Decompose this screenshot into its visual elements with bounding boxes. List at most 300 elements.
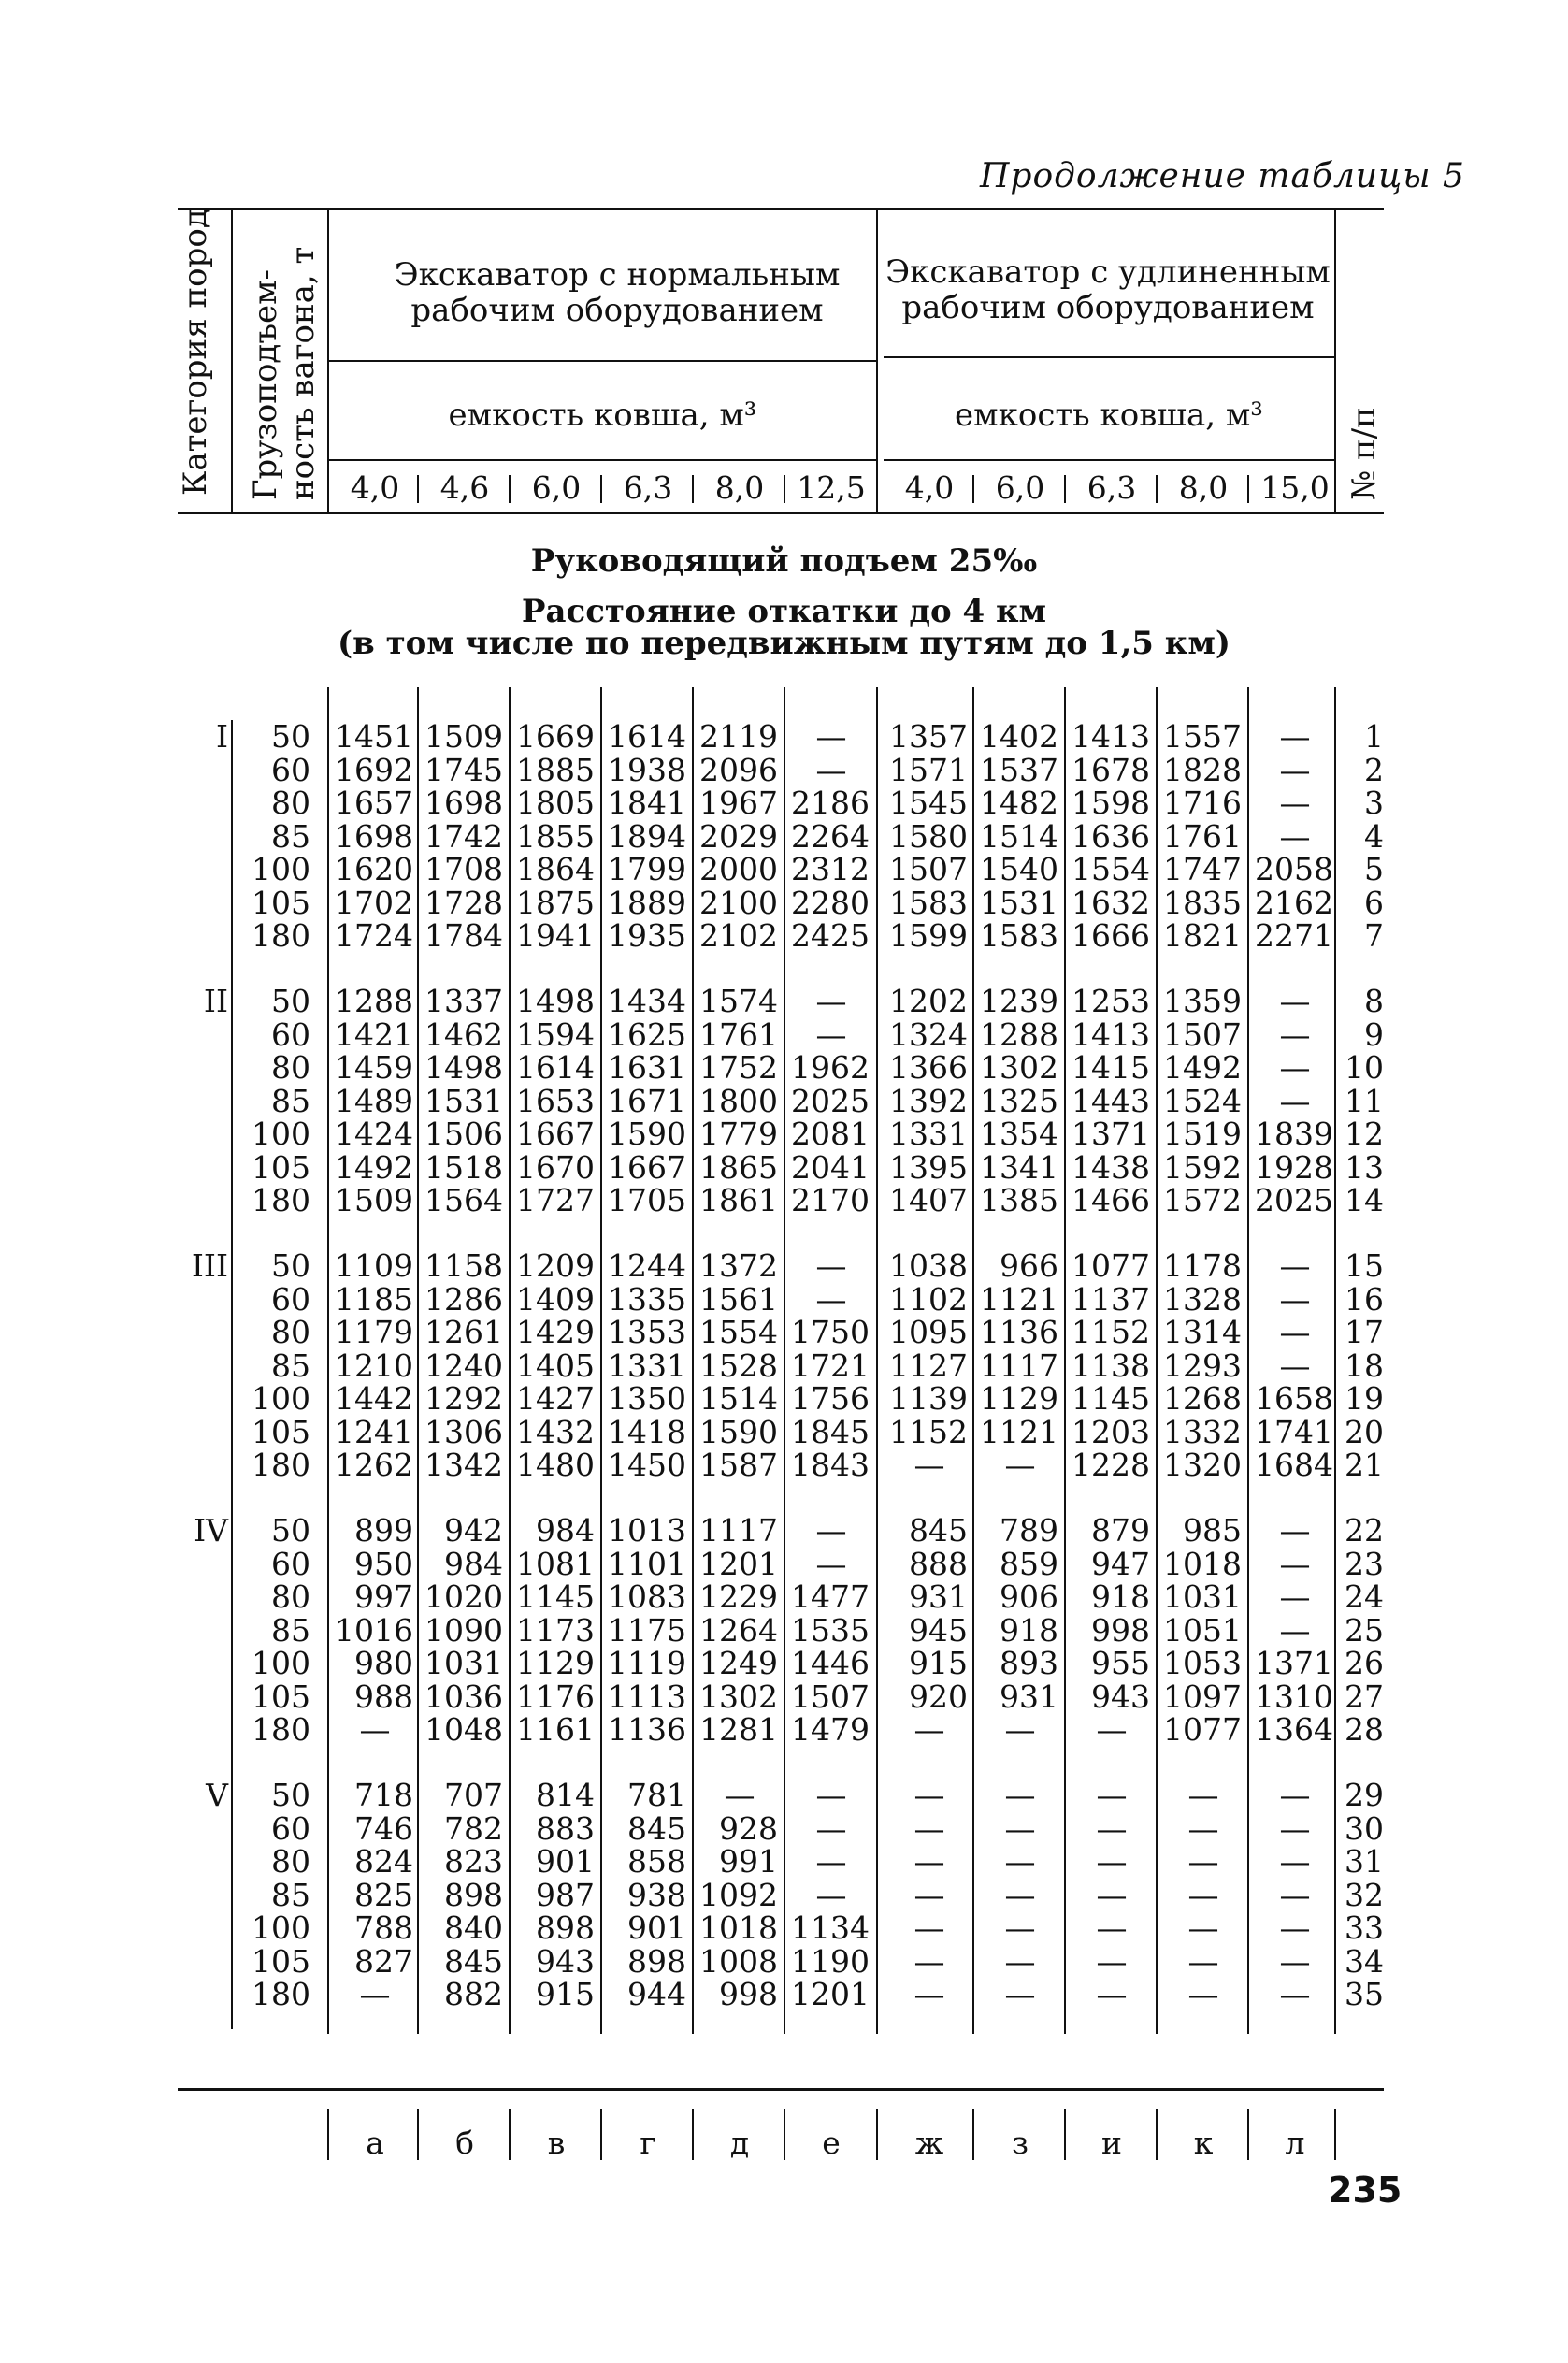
table-cell: 1492 (1163, 1049, 1242, 1086)
table-cell: — (1096, 1876, 1128, 1913)
table-cell: — (815, 1876, 847, 1913)
table-cell: 1102 (889, 1280, 968, 1318)
table-cell: 1292 (424, 1380, 503, 1417)
table-cell: 1136 (608, 1711, 686, 1748)
table-cell: 1203 (1072, 1413, 1150, 1450)
table-cell: 1742 (424, 817, 503, 855)
table-row (0, 1448, 1568, 1482)
table-cell: — (1004, 1843, 1036, 1880)
table-cell: 1799 (608, 851, 686, 887)
table-row (0, 1779, 1568, 1812)
column-letter: е (822, 2125, 841, 2161)
row-number: 9 (1364, 1016, 1384, 1053)
table-row (0, 1713, 1568, 1747)
table-cell: 1176 (516, 1678, 595, 1715)
wagon-capacity: 85 (271, 1347, 310, 1384)
table-cell: 1209 (516, 1247, 595, 1284)
table-cell: 1354 (980, 1116, 1058, 1152)
table-row (0, 1148, 1568, 1186)
table-cell: — (1279, 983, 1311, 1019)
row-number: 19 (1345, 1380, 1384, 1417)
wagon-capacity: 100 (252, 1645, 310, 1681)
letter-separator (600, 2109, 602, 2160)
table-row (0, 1051, 1568, 1085)
table-cell: 1540 (980, 851, 1058, 887)
table-row (0, 1082, 1568, 1119)
hdr-hsep (329, 459, 876, 461)
header-bottom-rule (178, 512, 1384, 514)
table-cell: — (1279, 1512, 1311, 1549)
table-cell: 1018 (1163, 1545, 1242, 1582)
wagon-capacity: 50 (271, 983, 310, 1019)
bucket-volume-extended: 8,0 (1178, 469, 1229, 506)
table-cell: 1244 (608, 1247, 686, 1284)
table-cell: 1097 (1163, 1678, 1242, 1715)
table-row (0, 1978, 1568, 2011)
table-cell: 1434 (608, 983, 686, 1019)
table-cell: 1571 (889, 751, 968, 788)
wagon-capacity: 80 (271, 1049, 310, 1086)
table-cell: 1152 (889, 1413, 968, 1450)
table-cell: 1590 (608, 1116, 686, 1152)
bucket-volume-normal: 4,6 (439, 469, 490, 506)
rock-category: IV (194, 1512, 228, 1549)
table-cell: 1839 (1255, 1116, 1333, 1152)
table-cell: 1357 (889, 718, 968, 755)
table-cell: 1507 (791, 1678, 870, 1715)
continuation-caption: Продолжение таблицы 5 (980, 157, 1465, 195)
bucket-volume-extended: 6,0 (995, 469, 1045, 506)
table-cell: 1310 (1255, 1678, 1333, 1715)
letter-separator (417, 2109, 419, 2160)
row-number: 31 (1345, 1843, 1384, 1880)
table-cell: 1492 (335, 1148, 413, 1186)
table-cell: 840 (444, 1909, 503, 1946)
wagon-capacity: 50 (271, 1777, 310, 1813)
table-cell: 1708 (424, 851, 503, 887)
column-letter: ж (914, 2125, 944, 2161)
table-cell: 1745 (424, 751, 503, 788)
table-cell: 1728 (424, 884, 503, 921)
table-cell: 1083 (608, 1578, 686, 1615)
volume-separator (972, 475, 974, 503)
table-cell: — (1279, 1247, 1311, 1284)
row-number: 35 (1345, 1976, 1384, 2012)
row-number: 17 (1345, 1314, 1384, 1350)
table-cell: 1583 (980, 917, 1058, 954)
table-cell: 1036 (424, 1678, 503, 1715)
table-cell: 1337 (424, 983, 503, 1019)
volume-separator (1156, 475, 1158, 503)
wagon-capacity: 50 (271, 1247, 310, 1284)
table-cell: 1889 (608, 884, 686, 921)
volume-separator (784, 475, 785, 503)
table-cell: 1864 (516, 851, 595, 887)
table-cell: — (815, 1280, 847, 1318)
table-cell: 1077 (1072, 1247, 1150, 1284)
table-cell: — (913, 1843, 945, 1880)
table-cell: 1288 (980, 1016, 1058, 1053)
table-cell: 1364 (1255, 1711, 1333, 1748)
table-row (0, 817, 1568, 855)
table-cell: — (1096, 1809, 1128, 1847)
table-cell: 947 (1091, 1545, 1150, 1582)
table-cell: 1202 (889, 983, 968, 1019)
rock-category: I (215, 718, 228, 755)
wagon-capacity: 100 (252, 1380, 310, 1417)
table-cell: 1667 (516, 1116, 595, 1152)
table-cell: 1531 (424, 1082, 503, 1119)
column-letter: б (455, 2125, 474, 2161)
table-cell: 1261 (424, 1314, 503, 1350)
table-cell: — (1279, 1976, 1311, 2012)
table-cell: 1129 (516, 1645, 595, 1681)
table-cell: 1855 (516, 817, 595, 855)
row-number: 24 (1345, 1578, 1384, 1615)
table-cell: 1395 (889, 1148, 968, 1186)
table-row (0, 751, 1568, 788)
row-number: 12 (1345, 1116, 1384, 1152)
table-cell: 1392 (889, 1082, 968, 1119)
table-cell: 1518 (424, 1148, 503, 1186)
table-cell: 2170 (791, 1182, 870, 1218)
table-cell: 1134 (791, 1909, 870, 1946)
table-cell: 2025 (791, 1082, 870, 1119)
table-cell: — (913, 1809, 945, 1847)
table-cell: 1507 (889, 851, 968, 887)
letter-separator (876, 2109, 878, 2160)
table-row (0, 1018, 1568, 1052)
table-cell: — (1004, 1809, 1036, 1847)
table-cell: 1450 (608, 1447, 686, 1483)
table-cell: 1721 (791, 1347, 870, 1384)
table-cell: — (1187, 1976, 1219, 2012)
table-row (0, 1845, 1568, 1879)
row-number: 34 (1345, 1942, 1384, 1980)
table-cell: 1885 (516, 751, 595, 788)
table-cell: 998 (719, 1976, 778, 2012)
table-cell: 899 (354, 1512, 413, 1549)
table-cell: 915 (536, 1976, 595, 2012)
table-cell: 2102 (699, 917, 778, 954)
table-cell: 1427 (516, 1380, 595, 1417)
table-row (0, 720, 1568, 754)
table-cell: 1095 (889, 1314, 968, 1350)
table-cell: 825 (354, 1876, 413, 1913)
table-cell: 918 (1091, 1578, 1150, 1615)
rock-category: III (191, 1247, 228, 1284)
table-row (0, 1680, 1568, 1714)
table-cell: 1332 (1163, 1413, 1242, 1450)
table-row (0, 1911, 1568, 1945)
table-cell: 980 (354, 1645, 413, 1681)
table-cell: 781 (627, 1777, 686, 1813)
bucket-volume-normal: 6,3 (623, 469, 673, 506)
table-cell: 1031 (1163, 1578, 1242, 1615)
table-cell: 1756 (791, 1380, 870, 1417)
wagon-capacity: 180 (252, 917, 310, 954)
table-cell: 1583 (889, 884, 968, 921)
table-cell: 1506 (424, 1116, 503, 1152)
row-number: 21 (1345, 1447, 1384, 1483)
table-row (0, 1184, 1568, 1218)
table-row (0, 1280, 1568, 1318)
section-subtitle-tracks: (в том числе по передвижным путям до 1,5 км) (338, 625, 1230, 662)
table-cell: 2271 (1255, 917, 1333, 954)
table-cell: 1407 (889, 1182, 968, 1218)
table-cell: 1537 (980, 751, 1058, 788)
table-cell: 950 (354, 1545, 413, 1582)
table-cell: 997 (354, 1578, 413, 1615)
table-cell: — (1187, 1909, 1219, 1946)
table-cell: 2025 (1255, 1182, 1333, 1218)
wagon-capacity: 85 (271, 1876, 310, 1913)
hdr-hsep (884, 356, 1334, 358)
table-cell: 1747 (1163, 851, 1242, 887)
rock-category: V (206, 1777, 228, 1813)
table-cell: 1253 (1072, 983, 1150, 1019)
table-cell: — (1187, 1876, 1219, 1913)
table-row (0, 1249, 1568, 1283)
table-cell: 1402 (980, 718, 1058, 755)
table-cell: — (1279, 751, 1311, 788)
wagon-capacity: 100 (252, 1909, 310, 1946)
table-cell: — (815, 1809, 847, 1847)
table-cell: — (1187, 1809, 1219, 1847)
table-cell: 1875 (516, 884, 595, 921)
table-cell: 1514 (699, 1380, 778, 1417)
extended-equipment-header: Экскаватор с удлиненным рабочим оборудованием (885, 253, 1331, 326)
wagon-capacity: 60 (271, 1280, 310, 1318)
table-cell: 1928 (1255, 1148, 1333, 1186)
table-cell: 1967 (699, 785, 778, 821)
column-letter: в (547, 2125, 566, 2161)
table-cell: 1835 (1163, 884, 1242, 921)
table-cell: — (1187, 1942, 1219, 1980)
volume-separator (1247, 475, 1249, 503)
table-row (0, 1413, 1568, 1450)
wagon-capacity: 80 (271, 785, 310, 821)
row-number: 4 (1364, 817, 1384, 855)
volume-separator (417, 475, 419, 503)
table-cell: 1077 (1163, 1711, 1242, 1748)
table-cell: 944 (627, 1976, 686, 2012)
table-cell: — (815, 983, 847, 1019)
row-number: 16 (1345, 1280, 1384, 1318)
table-cell: 1201 (791, 1976, 870, 2012)
table-cell: 966 (1000, 1247, 1058, 1284)
table-cell: 943 (536, 1942, 595, 1980)
table-cell: 1432 (516, 1413, 595, 1450)
wagon-capacity: 85 (271, 1082, 310, 1119)
table-cell: 814 (536, 1777, 595, 1813)
row-number: 3 (1364, 785, 1384, 821)
table-row (0, 1876, 1568, 1913)
table-cell: 1331 (889, 1116, 968, 1152)
table-cell: 782 (444, 1809, 503, 1847)
table-cell: — (1004, 1909, 1036, 1946)
table-cell: — (1096, 1777, 1128, 1813)
table-cell: 1328 (1163, 1280, 1242, 1318)
table-cell: 1013 (608, 1512, 686, 1549)
table-cell: 915 (909, 1645, 968, 1681)
table-cell: 1466 (1072, 1182, 1150, 1218)
table-cell: 2041 (791, 1148, 870, 1186)
table-cell: — (1096, 1909, 1128, 1946)
volume-separator (692, 475, 694, 503)
table-cell: 1678 (1072, 751, 1150, 788)
table-cell: 984 (444, 1545, 503, 1582)
row-number: 26 (1345, 1645, 1384, 1681)
table-cell: 1451 (335, 718, 413, 755)
bucket-volume-extended: 6,3 (1086, 469, 1137, 506)
table-cell: 918 (1000, 1611, 1058, 1649)
row-number: 1 (1364, 718, 1384, 755)
table-cell: 1482 (980, 785, 1058, 821)
table-cell: 1761 (699, 1016, 778, 1053)
table-row (0, 1611, 1568, 1649)
table-cell: 2264 (791, 817, 870, 855)
table-cell: — (1279, 1777, 1311, 1813)
table-cell: 1335 (608, 1280, 686, 1318)
hdr-sep (1334, 208, 1336, 512)
table-cell: 718 (354, 1777, 413, 1813)
table-cell: 1438 (1072, 1148, 1150, 1186)
table-cell: 1938 (608, 751, 686, 788)
table-cell: 2029 (699, 817, 778, 855)
table-cell: 1614 (608, 718, 686, 755)
table-cell: 1632 (1072, 884, 1150, 921)
table-cell: 1653 (516, 1082, 595, 1119)
letter-separator (327, 2109, 329, 2160)
column-letter: д (729, 2125, 750, 2161)
column-letter: л (1285, 2125, 1305, 2161)
wagon-capacity: 180 (252, 1976, 310, 2012)
table-cell: 1519 (1163, 1116, 1242, 1152)
table-cell: — (1096, 1942, 1128, 1980)
row-number: 20 (1345, 1413, 1384, 1450)
table-cell: 1684 (1255, 1447, 1333, 1483)
table-cell: — (1004, 1876, 1036, 1913)
column-letter: и (1101, 2125, 1122, 2161)
table-cell: 1962 (791, 1049, 870, 1086)
table-cell: 1498 (516, 983, 595, 1019)
table-cell: 1574 (699, 983, 778, 1019)
table-cell: 1480 (516, 1447, 595, 1483)
row-number: 11 (1345, 1082, 1384, 1119)
table-cell: 1894 (608, 817, 686, 855)
table-cell: 1119 (608, 1645, 686, 1681)
table-cell: 1173 (516, 1611, 595, 1649)
table-cell: 901 (627, 1909, 686, 1946)
table-cell: — (1096, 1711, 1128, 1748)
row-number: 30 (1345, 1809, 1384, 1847)
table-cell: — (913, 1942, 945, 1980)
row-number: 29 (1345, 1777, 1384, 1813)
table-cell: — (913, 1909, 945, 1946)
letter-separator (972, 2109, 974, 2160)
table-cell: — (1004, 1976, 1036, 2012)
table-cell: 1692 (335, 751, 413, 788)
row-number: 33 (1345, 1909, 1384, 1946)
wagon-capacity: 85 (271, 817, 310, 855)
table-cell: 1524 (1163, 1082, 1242, 1119)
table-cell: 845 (627, 1809, 686, 1847)
table-cell: 1841 (608, 785, 686, 821)
table-cell: 1020 (424, 1578, 503, 1615)
letter-separator (1156, 2109, 1158, 2160)
table-cell: 1136 (980, 1314, 1058, 1350)
table-cell: 1443 (1072, 1082, 1150, 1119)
bucket-capacity-header-extended: емкость ковша, м³ (955, 396, 1263, 434)
table-cell: — (724, 1777, 755, 1813)
table-cell: 1821 (1163, 917, 1242, 954)
table-cell: — (815, 1016, 847, 1053)
wagon-capacity: 180 (252, 1182, 310, 1218)
table-row (0, 1117, 1568, 1151)
table-row (0, 1647, 1568, 1680)
table-cell: — (913, 1777, 945, 1813)
table-cell: 1750 (791, 1314, 870, 1350)
row-number: 15 (1345, 1247, 1384, 1284)
table-cell: 1845 (791, 1413, 870, 1450)
wagon-capacity: 180 (252, 1711, 310, 1748)
bucket-volume-extended: 15,0 (1260, 469, 1330, 506)
row-number: 5 (1364, 851, 1384, 887)
table-cell: 1705 (608, 1182, 686, 1218)
table-row (0, 786, 1568, 820)
table-cell: 1528 (699, 1347, 778, 1384)
table-cell: 1288 (335, 983, 413, 1019)
table-cell: 1554 (1072, 851, 1150, 887)
table-cell: 1462 (424, 1016, 503, 1053)
table-cell: — (815, 1247, 847, 1284)
table-cell: 893 (1000, 1645, 1058, 1681)
table-cell: — (815, 1545, 847, 1582)
letter-separator (1064, 2109, 1066, 2160)
bucket-volume-normal: 4,0 (350, 469, 400, 506)
table-cell: 707 (444, 1777, 503, 1813)
table-cell: — (815, 1843, 847, 1880)
table-row (0, 1514, 1568, 1548)
table-cell: 2000 (699, 851, 778, 887)
table-cell: — (815, 718, 847, 755)
wagon-capacity: 50 (271, 718, 310, 755)
letter-separator (509, 2109, 511, 2160)
table-cell: 1752 (699, 1049, 778, 1086)
table-cell: 1178 (1163, 1247, 1242, 1284)
table-cell: 1554 (699, 1314, 778, 1350)
table-cell: — (1279, 1578, 1311, 1615)
table-cell: 945 (909, 1611, 968, 1649)
volume-separator (600, 475, 602, 503)
table-cell: 1371 (1255, 1645, 1333, 1681)
hdr-hsep (329, 360, 876, 362)
table-cell: 1865 (699, 1148, 778, 1186)
letter-separator (784, 2109, 785, 2160)
wagon-capacity: 60 (271, 1016, 310, 1053)
table-cell: 938 (627, 1876, 686, 1913)
table-cell: 1081 (516, 1545, 595, 1582)
table-cell: — (1279, 1314, 1311, 1350)
table-cell: 1941 (516, 917, 595, 954)
table-cell: 906 (1000, 1578, 1058, 1615)
table-cell: 2119 (699, 718, 778, 755)
table-cell: 1509 (424, 718, 503, 755)
table-cell: 1190 (791, 1942, 870, 1980)
table-cell: — (1004, 1447, 1036, 1483)
table-cell: 920 (909, 1678, 968, 1715)
